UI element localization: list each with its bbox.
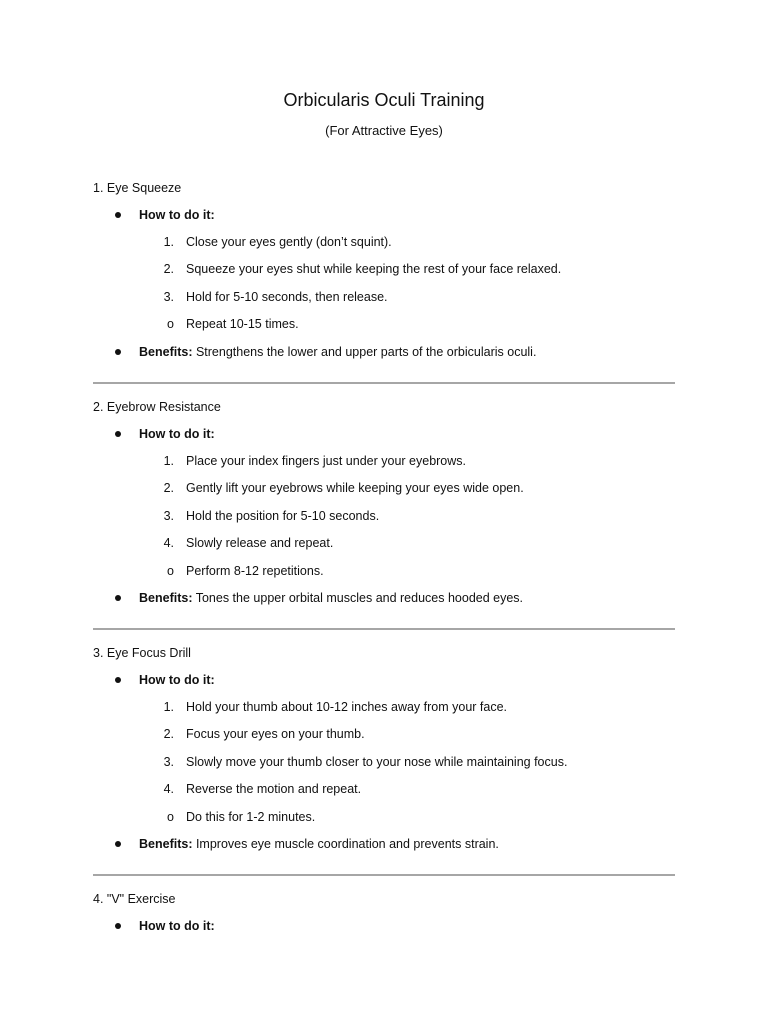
step-item	[0, 698, 768, 716]
section-divider	[93, 874, 675, 876]
how-to-label: How to do it:	[139, 673, 215, 687]
step-text: Place your index fingers just under your eyebrows.	[186, 454, 467, 468]
step-number: 2.	[163, 262, 174, 276]
step-item	[0, 780, 768, 798]
step-number: 3.	[163, 755, 174, 769]
step-text: Slowly move your thumb closer to your nose while maintaining focus.	[186, 755, 568, 769]
benefits-text: Tones the upper orbital muscles and reduces hooded eyes.	[192, 591, 524, 605]
bullet-icon	[115, 431, 121, 437]
benefits-text: Strengthens the lower and upper parts of the orbicularis oculi.	[192, 345, 537, 359]
step-item	[0, 452, 768, 470]
step-number: 1.	[163, 700, 174, 714]
step-number: 1.	[163, 235, 174, 249]
benefits-bullet	[0, 589, 768, 607]
step-item	[0, 288, 768, 306]
benefits-line	[139, 835, 499, 853]
step-item	[0, 808, 768, 826]
step-text: Slowly release and repeat.	[186, 536, 334, 550]
benefits-label: Benefits:	[139, 591, 193, 605]
step-number: 1.	[163, 454, 174, 468]
step-text: Hold for 5-10 seconds, then release.	[186, 290, 388, 304]
step-number: 2.	[163, 727, 174, 741]
section-heading: 4. "V" Exercise	[93, 892, 176, 906]
step-text: Do this for 1-2 minutes.	[186, 810, 316, 824]
benefits-bullet	[0, 835, 768, 853]
section-divider	[93, 382, 675, 384]
step-number: 4.	[163, 536, 174, 550]
step-number: 4.	[163, 782, 174, 796]
step-number: 2.	[163, 481, 174, 495]
step-text: Squeeze your eyes shut while keeping the rest of your face relaxed.	[186, 262, 562, 276]
step-text: Repeat 10-15 times.	[186, 317, 299, 331]
bullet-icon	[115, 595, 121, 601]
bullet-icon	[115, 212, 121, 218]
step-number: o	[167, 317, 174, 331]
how-to-bullet	[0, 671, 768, 689]
step-item	[0, 233, 768, 251]
step-item	[0, 725, 768, 743]
benefits-line	[139, 343, 536, 361]
bullet-icon	[115, 841, 121, 847]
step-item	[0, 315, 768, 333]
step-text: Hold the position for 5-10 seconds.	[186, 509, 380, 523]
step-text: Focus your eyes on your thumb.	[186, 727, 365, 741]
how-to-label: How to do it:	[139, 208, 215, 222]
step-item	[0, 753, 768, 771]
step-text: Hold your thumb about 10-12 inches away from your face.	[186, 700, 508, 714]
bullet-icon	[115, 923, 121, 929]
benefits-label: Benefits:	[139, 345, 193, 359]
section-heading: 1. Eye Squeeze	[93, 181, 182, 195]
step-number: 3.	[163, 509, 174, 523]
document-subtitle: (For Attractive Eyes)	[325, 123, 443, 138]
step-text: Perform 8-12 repetitions.	[186, 564, 324, 578]
benefits-text: Improves eye muscle coordination and prevents strain.	[192, 837, 499, 851]
step-text: Reverse the motion and repeat.	[186, 782, 362, 796]
step-item	[0, 479, 768, 497]
step-text: Gently lift your eyebrows while keeping your eyes wide open.	[186, 481, 524, 495]
benefits-bullet	[0, 343, 768, 361]
step-item	[0, 260, 768, 278]
how-to-bullet	[0, 917, 768, 935]
step-item	[0, 534, 768, 552]
benefits-label: Benefits:	[139, 837, 193, 851]
step-item	[0, 562, 768, 580]
step-number: 3.	[163, 290, 174, 304]
how-to-label: How to do it:	[139, 919, 215, 933]
document-title: Orbicularis Oculi Training	[283, 90, 485, 110]
bullet-icon	[115, 677, 121, 683]
bullet-icon	[115, 349, 121, 355]
step-item	[0, 507, 768, 525]
section-heading: 3. Eye Focus Drill	[93, 646, 191, 660]
section-divider	[93, 628, 675, 630]
how-to-bullet	[0, 206, 768, 224]
section-heading: 2. Eyebrow Resistance	[93, 400, 221, 414]
step-number: o	[167, 810, 174, 824]
how-to-label: How to do it:	[139, 427, 215, 441]
benefits-line	[139, 589, 523, 607]
step-number: o	[167, 564, 174, 578]
how-to-bullet	[0, 425, 768, 443]
step-text: Close your eyes gently (don’t squint).	[186, 235, 392, 249]
